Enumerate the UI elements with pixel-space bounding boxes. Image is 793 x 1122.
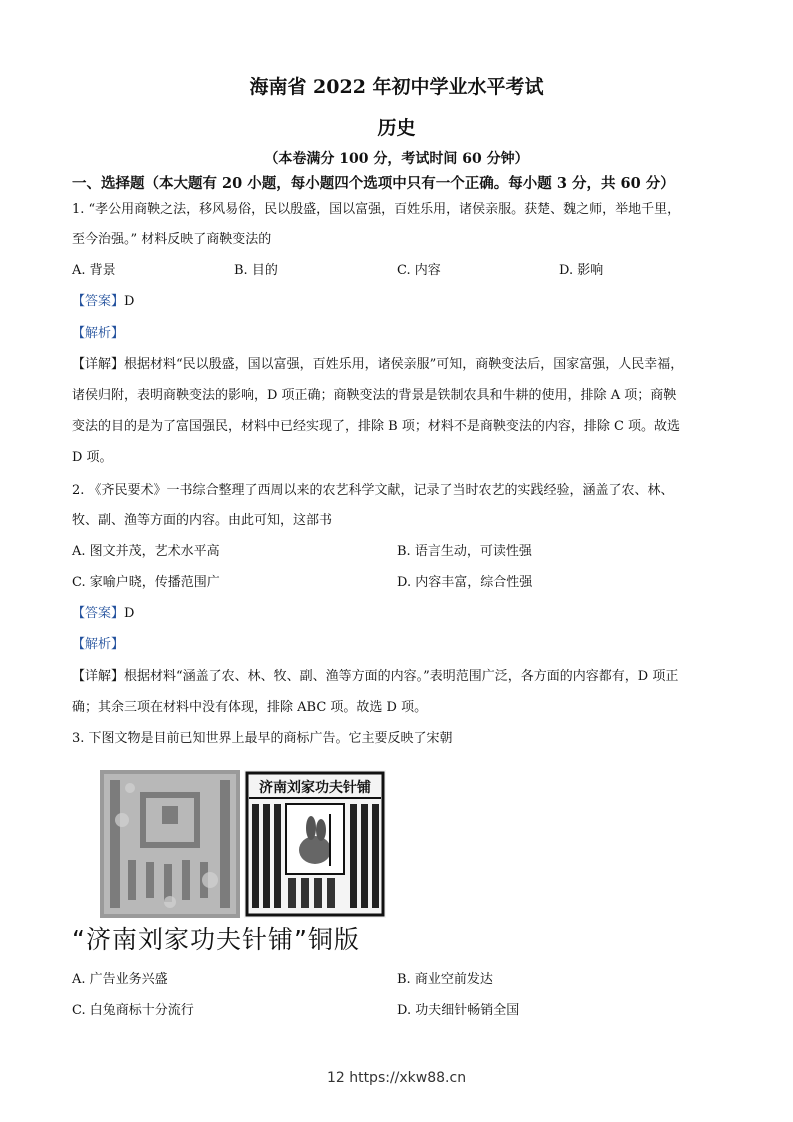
q1-answer [72,292,134,312]
q3-option-b: B. 商业空前发达 [397,972,493,987]
q2-option-b: B. 语言生动，可读性强 [397,544,532,559]
q1-option-d: D. 影响 [559,263,604,278]
q1-stem-line1: 1. “孝公用商鞅之法，移风易俗，民以殷盛，国以富强，百姓乐用，诸侯亲服。获楚、魏之师，举地千里， [72,202,681,217]
image-caption: “济南刘家功夫针铺”铜版 [72,925,360,954]
q2-analysis-tag: 【解析】 [72,637,125,652]
q3-stem: 3. 下图文物是目前已知世界上最早的商标广告。它主要反映了宋朝 [72,731,453,746]
q1-analysis-tag: 【解析】 [72,326,125,341]
answer-value: D [124,294,135,309]
q2-option-a: A. 图文并茂，艺术水平高 [72,544,220,559]
q1-detail-line4: D 项。 [72,450,113,465]
q3-option-a: A. 广告业务兴盛 [72,972,168,987]
section-heading: 一、选择题（本大题有 20 小题，每小题四个选项中只有一个正确。每小题 3 分，共 60 分） [72,175,675,192]
q1-option-a: A. 背景 [72,263,116,278]
exam-note: （本卷满分 100 分，考试时间 60 分钟） [264,151,529,167]
q1-detail-line3: 变法的目的是为了富国强民，材料中已经实现了，排除 B 项；材料不是商鞅变法的内容，排除 C 项。故选 [72,419,681,434]
q3-option-c: C. 白兔商标十分流行 [72,1003,194,1018]
q1-detail-line1: 【详解】根据材料“民以殷盛，国以富强，百姓乐用，诸侯亲服”可知，商鞅变法后，国家富强，人民幸福， [72,357,684,372]
q3-option-d: D. 功夫细针畅销全国 [397,1003,520,1018]
q2-answer [72,604,134,624]
answer-value: D [124,606,135,621]
q1-option-c: C. 内容 [397,263,441,278]
q2-stem-line1: 2. 《齐民要术》一书综合整理了西周以来的农艺科学文献，记录了当时农艺的实践经验，涵盖了农、林、 [72,483,674,498]
q1-stem-line2: 至今治强。” 材料反映了商鞅变法的 [72,232,272,247]
q2-detail-line1: 【详解】根据材料“涵盖了农、林、牧、副、渔等方面的内容。”表明范围广泛，各方面的内容都有，D 项正 [72,669,679,684]
answer-tag: 【答案】 [72,606,125,621]
bronze-plate-photo [100,770,386,918]
subject-title: 历史 [377,117,416,139]
q1-option-b: B. 目的 [234,263,278,278]
q2-option-c: C. 家喻户晓，传播范围广 [72,575,220,590]
q2-option-d: D. 内容丰富，综合性强 [397,575,533,590]
plate-title-text: 济南刘家功夫针铺 [259,780,371,796]
bronze-plate-svg [100,770,386,918]
q2-stem-line2: 牧、副、渔等方面的内容。由此可知，这部书 [72,513,333,528]
exam-title: 海南省 2022 年初中学业水平考试 [249,76,544,98]
answer-tag: 【答案】 [72,294,125,309]
page-footer: 12 https://xkw88.cn [326,1070,467,1086]
q1-detail-line2: 诸侯归附，表明商鞅变法的影响，D 项正确；商鞅变法的背景是铁制农具和牛耕的使用，排除 A 项；商鞅 [72,388,677,403]
q2-detail-line2: 确；其余三项在材料中没有体现，排除 ABC 项。故选 D 项。 [72,700,428,715]
